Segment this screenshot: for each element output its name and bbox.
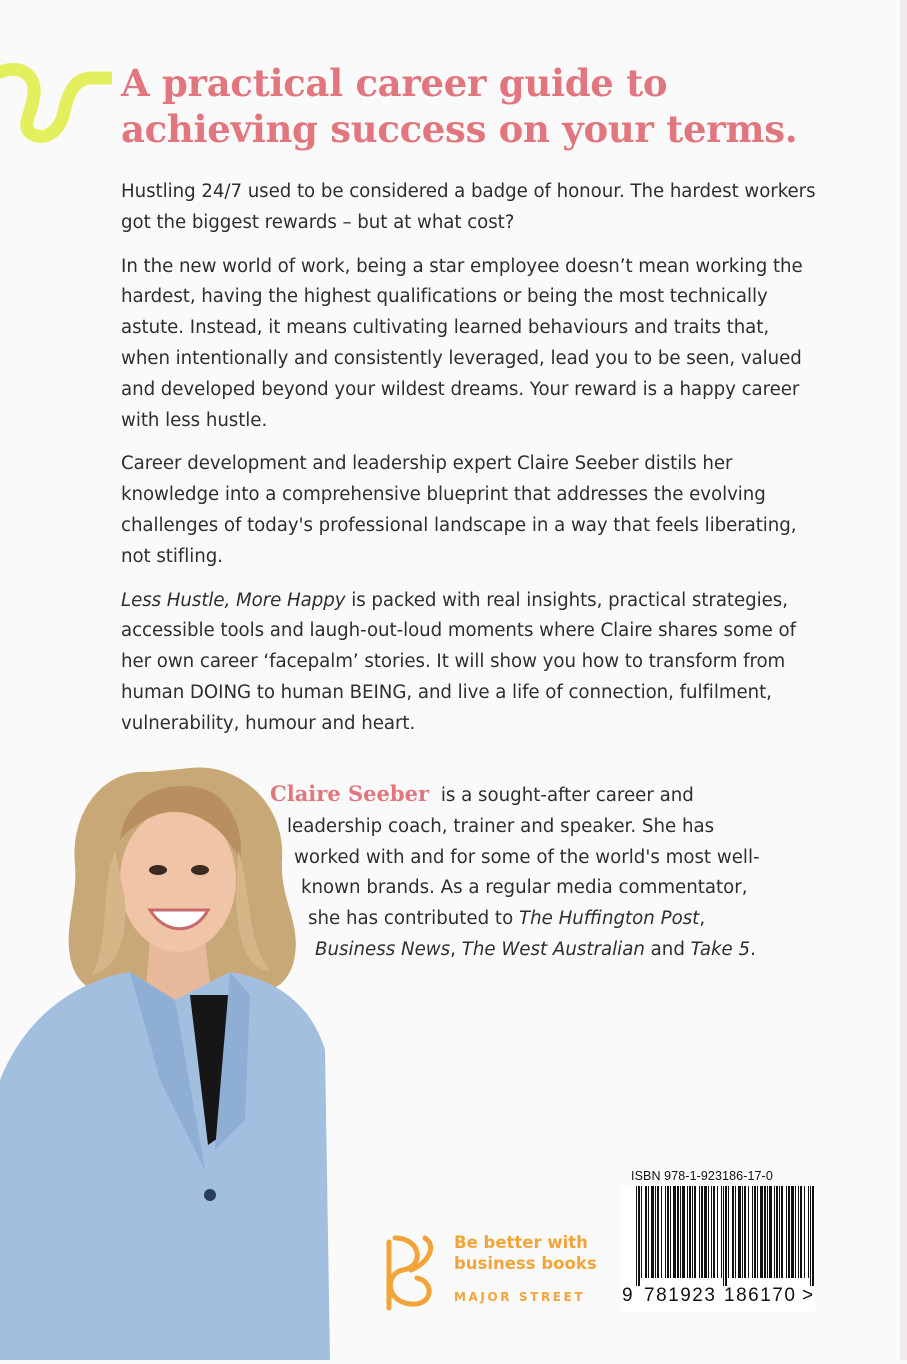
author-bio — [270, 779, 810, 966]
bio-text-5: she has contributed to — [308, 908, 519, 930]
publication-huffington-post: The Huffington Post — [518, 908, 700, 930]
publisher-tagline — [454, 1232, 624, 1274]
author-name: Claire Seeber — [270, 781, 430, 806]
blurb-paragraph-3: Career development and leadership expert Claire Seeber distils her knowledge into a comprehensive blueprint that addresses the evolving challenges of today's professional landscape in a way that feels liberating, not stifling. — [121, 453, 797, 567]
publisher-tagline-line-1: Be better with — [454, 1233, 588, 1252]
barcode-digits — [620, 1285, 815, 1309]
publication-west-australian: The West Australian — [461, 938, 645, 960]
bio-line-4: known brands. As a regular media commentator, — [301, 877, 748, 899]
barcode-digits-right: 186170 — [724, 1285, 797, 1306]
bio-line-1 — [270, 779, 810, 812]
bio-line-2: leadership coach, trainer and speaker. She has — [287, 815, 715, 837]
barcode-area — [620, 1186, 815, 1312]
blurb-paragraph-4-text: is packed with real insights, practical strategies, accessible tools and laugh-out-loud moments where Claire shares some of her own career ‘facepalm’ stories. It will show you how to transform from human DOING to human BEING, and live a life of connection, fulfilment, vulnerability, humour and heart. — [121, 589, 796, 734]
bio-line-3: worked with and for some of the world's most well- — [294, 846, 760, 868]
spine-edge-stripe — [900, 0, 907, 1360]
barcode-digits-left: 781923 — [644, 1285, 717, 1306]
bio-period: . — [750, 938, 756, 960]
blurb-paragraph-4 — [121, 586, 821, 740]
bio-comma: , — [699, 908, 706, 930]
major-street-logo-icon — [381, 1232, 439, 1312]
blurb-paragraph-1: Hustling 24/7 used to be considered a badge of honour. The hardest workers got the biggest rewards – but at what cost? — [121, 181, 816, 233]
barcode-icon — [636, 1186, 816, 1286]
barcode-arrow: > — [802, 1285, 814, 1306]
publication-take-5: Take 5 — [690, 938, 751, 960]
publisher-tagline-line-2: business books — [454, 1254, 597, 1273]
bio-line-6 — [270, 935, 810, 966]
isbn-label: ISBN 978-1-923186-17-0 — [631, 1169, 773, 1183]
publisher-name: MAJOR STREET — [454, 1290, 586, 1304]
blurb-paragraph-2: In the new world of work, being a star employee doesn’t mean working the hardest, having the highest qualifications or being the most technically astute. Instead, it means cultivating learned behaviours and traits that, when intentionally and consistently leveraged, lead you to be seen, valued and developed beyond your wildest dreams. Your reward is a happy career with less hustle. — [121, 255, 803, 431]
bio-text-1: is a sought-after career and — [440, 785, 694, 806]
barcode-digit-lead: 9 — [622, 1285, 633, 1306]
bio-line-5 — [270, 904, 810, 935]
yellow-squiggle-icon — [0, 58, 112, 148]
bio-and: and — [644, 938, 691, 960]
headline: A practical career guide to achieving success on your terms. — [121, 61, 798, 151]
publication-business-news: Business News — [315, 938, 451, 960]
bio-comma: , — [450, 938, 462, 960]
blurb — [121, 177, 821, 753]
book-title: Less Hustle, More Happy — [121, 589, 346, 611]
